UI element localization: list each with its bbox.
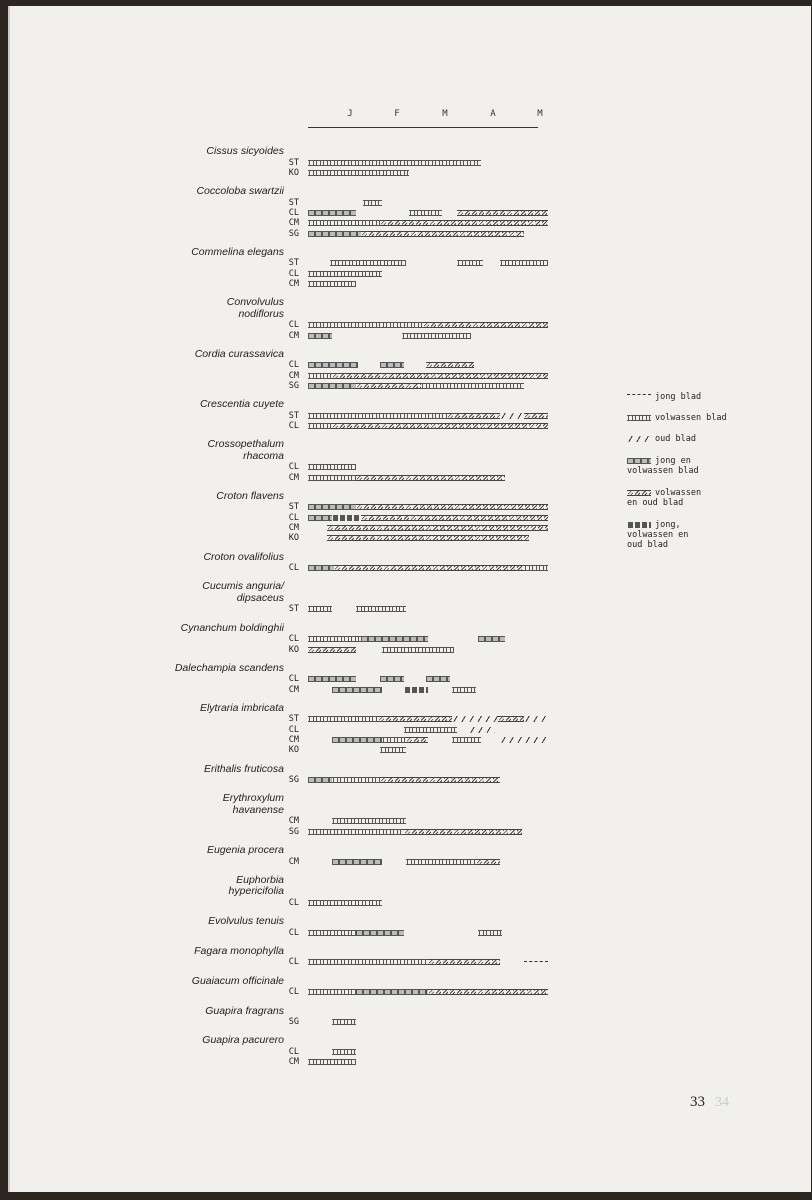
leaf-stage-bar	[476, 859, 500, 865]
legend-label: volwassen	[655, 488, 702, 498]
species-name: Cordia curassavica	[194, 347, 284, 360]
leaf-stage-bar	[423, 322, 548, 328]
leaf-stage-bar	[308, 231, 361, 237]
month-label: M	[442, 109, 448, 119]
species-name: Cucumis anguria/	[202, 580, 284, 593]
month-label: J	[347, 109, 353, 119]
site-row	[280, 725, 550, 735]
site-row	[280, 816, 550, 826]
site-row	[280, 685, 550, 695]
site-row	[280, 523, 550, 533]
leaf-stage-bar	[308, 170, 409, 176]
legend-swatch-pattern	[627, 436, 651, 442]
site-code: ST	[288, 197, 299, 208]
site-code: CM	[288, 278, 299, 289]
legend-swatch	[627, 490, 651, 496]
species-name: Crossopethalum	[207, 438, 284, 451]
leaf-stage-bar	[332, 777, 380, 783]
leaf-stage-bar	[332, 818, 406, 824]
leaf-stage-bar	[308, 900, 382, 906]
species-name: hypericifolia	[228, 885, 284, 898]
leaf-stage-bar	[308, 413, 447, 419]
month-label: M	[537, 109, 543, 119]
species-name: Erythroxylum	[222, 792, 284, 805]
site-row	[280, 258, 550, 268]
leaf-stage-bar	[404, 829, 522, 835]
leaf-stage-bar	[308, 475, 356, 481]
legend-swatch	[627, 394, 651, 400]
leaf-stage-bar	[452, 687, 476, 693]
site-code: KO	[288, 533, 299, 544]
legend-label: jong,	[655, 520, 681, 530]
legend-label: oud blad	[627, 540, 668, 550]
site-row	[280, 604, 550, 614]
site-row	[280, 331, 550, 341]
leaf-stage-bar	[500, 260, 548, 266]
site-row	[280, 928, 550, 938]
species-name: Croton ovalifolius	[203, 550, 284, 563]
month-label: A	[490, 109, 496, 119]
book-page	[8, 6, 811, 1192]
site-code: CM	[288, 735, 299, 745]
legend-swatch	[627, 415, 651, 421]
legend-swatch-pattern	[627, 394, 651, 395]
legend-swatch	[627, 522, 651, 528]
leaf-stage-bar	[308, 383, 356, 389]
site-row	[280, 987, 550, 997]
species-name: Croton flavens	[216, 489, 284, 502]
leaf-stage-bar	[308, 959, 428, 965]
legend-swatch-pattern	[627, 458, 651, 464]
leaf-stage-bar	[332, 1019, 356, 1025]
leaf-stage-bar	[332, 373, 548, 379]
leaf-stage-bar	[380, 676, 404, 682]
legend-item	[627, 413, 727, 423]
species-name: Guapira fragrans	[205, 1004, 284, 1017]
leaf-stage-bar	[380, 220, 548, 226]
species-name: Commelina elegans	[191, 245, 284, 258]
leaf-stage-bar	[478, 636, 504, 642]
site-row	[280, 158, 550, 168]
legend-label: volwassen blad	[627, 466, 699, 476]
site-row	[280, 421, 550, 431]
leaf-stage-bar	[308, 464, 356, 470]
site-row	[280, 411, 550, 421]
site-code: SG	[288, 228, 299, 239]
site-code: CL	[288, 421, 299, 431]
species-name: Convolvulus	[226, 296, 284, 309]
site-code: CL	[288, 927, 299, 938]
site-code: CL	[288, 1046, 299, 1057]
leaf-stage-bar	[332, 859, 382, 865]
leaf-stage-bar	[421, 383, 524, 389]
site-code: ST	[288, 502, 299, 513]
legend-swatch	[627, 436, 651, 442]
site-row	[280, 229, 550, 239]
site-code: ST	[288, 157, 299, 168]
leaf-stage-bar	[332, 1049, 356, 1055]
leaf-stage-bar	[380, 777, 500, 783]
page-number-bleedthrough: 34	[715, 1095, 729, 1110]
site-code: CL	[288, 957, 299, 968]
leaf-stage-bar	[361, 636, 428, 642]
leaf-stage-bar	[308, 716, 378, 722]
leaf-stage-bar	[308, 333, 332, 339]
site-code: CL	[288, 634, 299, 645]
site-code: CL	[288, 207, 299, 218]
site-code: CM	[288, 684, 299, 695]
leaf-stage-bar	[308, 322, 423, 328]
leaf-stage-bar	[363, 200, 382, 206]
species-name: Cynanchum boldinghii	[180, 621, 284, 634]
leaf-stage-bar	[334, 565, 524, 571]
site-row	[280, 674, 550, 684]
leaf-stage-bar	[402, 333, 472, 339]
leaf-stage-bar	[356, 475, 505, 481]
leaf-stage-bar	[404, 687, 428, 693]
species-name: Crescentia cuyete	[199, 398, 284, 411]
site-code: ST	[288, 258, 299, 269]
leaf-stage-bar	[330, 260, 407, 266]
legend-item	[627, 456, 699, 476]
site-row	[280, 360, 550, 370]
leaf-stage-bar	[332, 687, 382, 693]
site-row	[280, 502, 550, 512]
site-row	[280, 269, 550, 279]
site-code: CL	[288, 674, 299, 685]
leaf-stage-bar	[406, 737, 428, 743]
site-row	[280, 208, 550, 218]
leaf-stage-bar	[447, 413, 500, 419]
leaf-stage-bar	[308, 362, 358, 368]
species-name: Erithalis fruticosa	[204, 762, 284, 775]
site-code: CM	[288, 523, 299, 533]
site-row	[280, 1047, 550, 1057]
leaf-stage-bar	[327, 525, 548, 531]
page-number: 33	[690, 1094, 705, 1110]
leaf-stage-bar	[378, 716, 452, 722]
legend-swatch-pattern	[627, 415, 651, 421]
leaf-stage-bar	[332, 515, 361, 521]
species-name: Evolvulus tenuis	[208, 915, 284, 928]
site-code: CM	[288, 330, 299, 341]
site-row	[280, 198, 550, 208]
site-code: ST	[288, 604, 299, 615]
leaf-stage-bar	[356, 504, 548, 510]
leaf-stage-bar	[308, 281, 356, 287]
site-code: SG	[288, 380, 299, 391]
site-code: CL	[288, 563, 299, 574]
site-code: SG	[288, 1017, 299, 1027]
site-row	[280, 735, 550, 745]
month-label: F	[394, 109, 400, 119]
leaf-stage-bar	[356, 930, 404, 936]
legend-item	[627, 488, 701, 508]
site-code: CL	[288, 987, 299, 998]
species-name: dipsaceus	[236, 591, 284, 604]
species-name: Euphorbia	[236, 873, 284, 886]
species-name: Dalechampia scandens	[174, 661, 284, 674]
legend-label: volwassen en	[627, 530, 689, 540]
leaf-stage-bar	[308, 515, 332, 521]
leaf-stage-bar	[356, 989, 428, 995]
leaf-stage-bar	[500, 737, 548, 743]
leaf-stage-bar	[356, 383, 421, 389]
leaf-stage-bar	[308, 373, 332, 379]
leaf-stage-bar	[308, 829, 404, 835]
site-row	[280, 533, 550, 543]
site-code: CL	[288, 360, 299, 371]
leaf-stage-bar	[426, 362, 474, 368]
leaf-stage-bar	[332, 423, 548, 429]
legend-label: volwassen blad	[655, 413, 727, 423]
site-row	[280, 473, 550, 483]
site-row	[280, 645, 550, 655]
leaf-stage-bar	[524, 716, 548, 722]
leaf-stage-bar	[308, 160, 481, 166]
site-code: CM	[288, 1057, 299, 1068]
leaf-stage-bar	[308, 210, 356, 216]
legend-item	[627, 520, 688, 550]
site-row	[280, 279, 550, 289]
species-name: rhacoma	[243, 449, 284, 462]
site-row	[280, 775, 550, 785]
leaf-stage-bar	[308, 220, 380, 226]
species-name: nodiflorus	[238, 307, 284, 320]
leaf-stage-bar	[356, 606, 406, 612]
legend-label: jong blad	[655, 392, 702, 402]
species-name: Elytraria imbricata	[199, 701, 284, 714]
site-row	[280, 513, 550, 523]
leaf-stage-bar	[382, 647, 454, 653]
site-code: CM	[288, 856, 299, 867]
legend-label: oud blad	[655, 434, 696, 444]
site-row	[280, 462, 550, 472]
legend-item	[627, 434, 696, 444]
legend-item	[627, 392, 701, 402]
site-row	[280, 371, 550, 381]
site-code: CL	[288, 897, 299, 908]
site-code: KO	[288, 644, 299, 655]
site-code: KO	[288, 745, 299, 756]
site-code: CL	[288, 512, 299, 523]
leaf-stage-bar	[308, 777, 332, 783]
site-code: KO	[288, 167, 299, 178]
site-code: SG	[288, 775, 299, 786]
leaf-stage-bar	[500, 413, 524, 419]
month-header-rule	[308, 127, 538, 128]
site-code: CL	[288, 462, 299, 473]
leaf-stage-bar	[457, 260, 483, 266]
site-code: CM	[288, 218, 299, 229]
leaf-stage-bar	[327, 535, 529, 541]
site-row	[280, 563, 550, 573]
leaf-stage-bar	[428, 959, 500, 965]
legend-swatch-pattern	[627, 490, 651, 496]
leaf-stage-bar	[452, 737, 481, 743]
leaf-stage-bar	[308, 1059, 356, 1065]
site-row	[280, 1057, 550, 1067]
species-name: Eugenia procera	[206, 844, 284, 856]
leaf-stage-bar	[524, 961, 548, 962]
species-name: Coccoloba swartzii	[196, 185, 284, 198]
leaf-stage-bar	[409, 210, 443, 216]
leaf-stage-bar	[452, 716, 498, 722]
leaf-stage-bar	[406, 859, 476, 865]
site-row	[280, 745, 550, 755]
leaf-stage-bar	[308, 930, 356, 936]
leaf-stage-bar	[361, 515, 548, 521]
leaf-stage-bar	[308, 636, 361, 642]
site-row	[280, 898, 550, 908]
species-name: Cissus sicyoides	[206, 145, 284, 157]
site-row	[280, 168, 550, 178]
site-row	[280, 827, 550, 837]
site-row	[280, 218, 550, 228]
site-code: CL	[288, 268, 299, 279]
site-code: CM	[288, 816, 299, 827]
leaf-stage-bar	[308, 565, 334, 571]
site-row	[280, 634, 550, 644]
leaf-stage-bar	[404, 727, 457, 733]
site-row	[280, 714, 550, 724]
legend-swatch-pattern	[627, 522, 651, 528]
site-code: ST	[288, 714, 299, 725]
site-row	[280, 957, 550, 967]
site-code: CM	[288, 370, 299, 381]
site-row	[280, 857, 550, 867]
species-name: havanense	[232, 803, 284, 816]
leaf-stage-bar	[308, 647, 356, 653]
site-code: CM	[288, 472, 299, 483]
leaf-stage-bar	[380, 362, 404, 368]
leaf-stage-bar	[426, 676, 450, 682]
leaf-stage-bar	[382, 737, 406, 743]
site-code: CL	[288, 320, 299, 331]
leaf-stage-bar	[498, 716, 524, 722]
site-code: ST	[288, 410, 299, 421]
site-row	[280, 381, 550, 391]
site-row	[280, 320, 550, 330]
leaf-stage-bar	[308, 423, 332, 429]
leaf-stage-bar	[524, 565, 548, 571]
leaf-stage-bar	[308, 504, 356, 510]
site-code: SG	[288, 826, 299, 837]
leaf-stage-bar	[524, 413, 548, 419]
leaf-stage-bar	[308, 606, 332, 612]
leaf-stage-bar	[457, 210, 548, 216]
leaf-stage-bar	[361, 231, 524, 237]
leaf-stage-bar	[428, 989, 548, 995]
leaf-stage-bar	[308, 676, 356, 682]
leaf-stage-bar	[478, 930, 502, 936]
leaf-stage-bar	[469, 727, 495, 733]
site-row	[280, 1017, 550, 1027]
legend-label: en oud blad	[627, 498, 684, 508]
species-name: Fagara monophylla	[194, 944, 284, 957]
leaf-stage-bar	[308, 989, 356, 995]
site-code: CL	[288, 724, 299, 735]
leaf-stage-bar	[380, 747, 406, 753]
leaf-stage-bar	[308, 271, 382, 277]
species-name: Guaiacum officinale	[191, 974, 284, 987]
leaf-stage-bar	[332, 737, 382, 743]
legend-swatch	[627, 458, 651, 464]
species-name: Guapira pacurero	[202, 1034, 284, 1047]
legend-label: jong en	[655, 456, 691, 466]
